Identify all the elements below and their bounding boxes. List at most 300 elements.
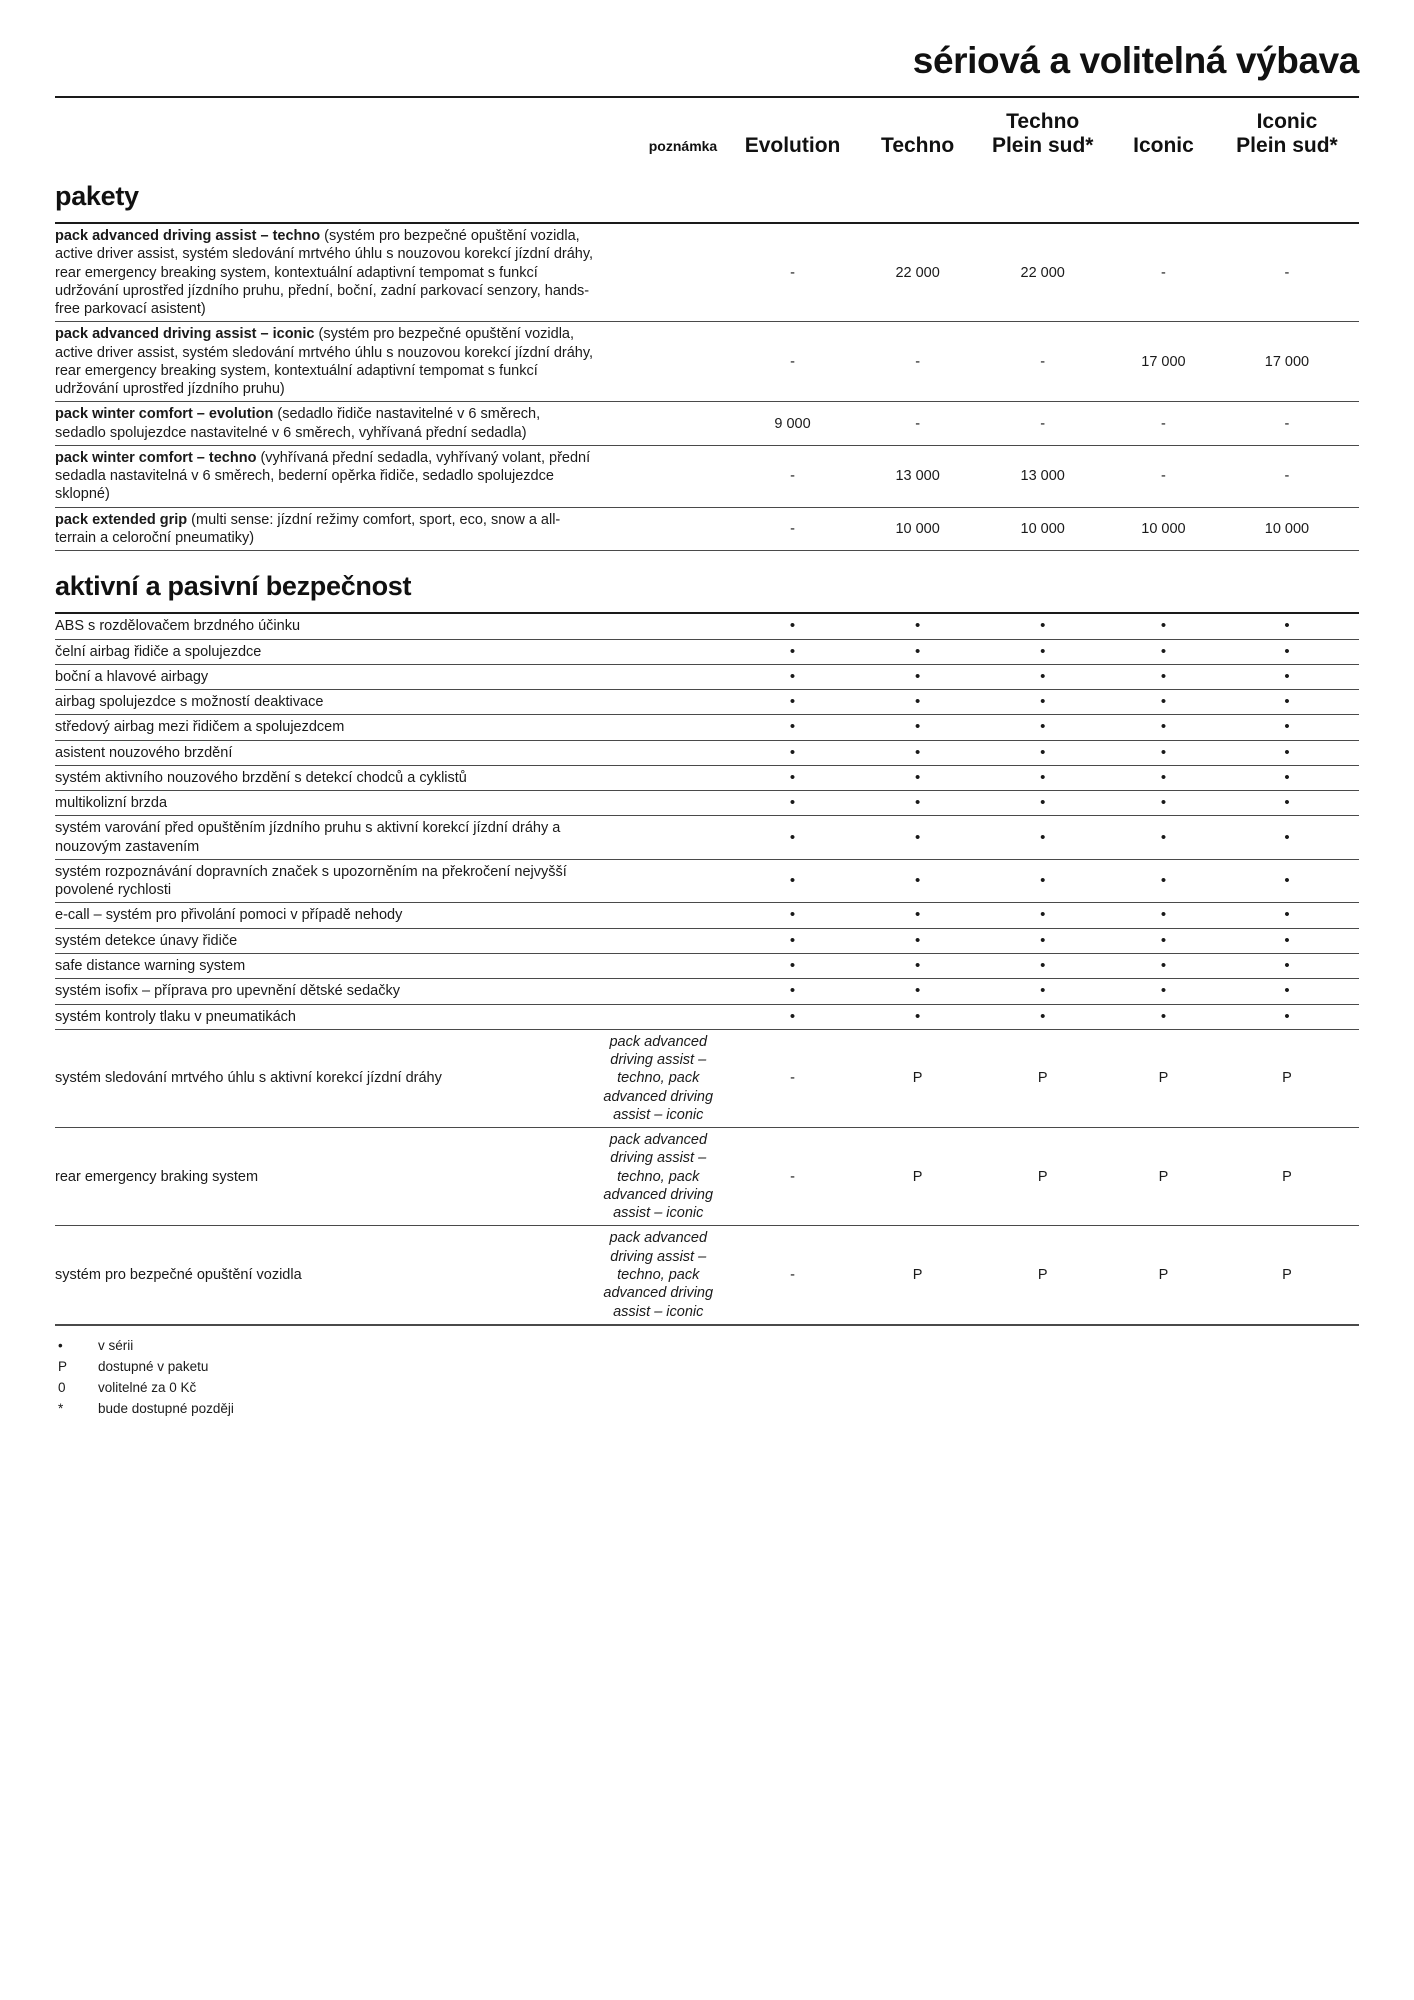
table-row [55,1004,1359,1029]
standard-dot-icon: • [789,794,796,812]
value-cell-iconic [1112,765,1215,790]
feature-name: systém rozpoznávání dopravních značek s upozorněním na překročení nejvyšší povolené rychlosti [55,859,593,903]
feature-name: pack winter comfort – evolution (sedadlo řidiče nastavitelné v 6 směrech, sedadlo spolujezdce nastavitelné v 6 směrech, vyhřívaná přední sedadla) [55,402,593,446]
value-cell-iconic-plein-sud: P [1215,1029,1359,1127]
page-title: sériová a volitelná výbava [912,40,1359,81]
value-cell-iconic-plein-sud [1215,740,1359,765]
standard-dot-icon: • [1040,794,1046,812]
standard-dot-icon: • [1284,743,1290,761]
standard-dot-icon: • [1040,982,1046,1000]
table-row [55,322,1359,402]
legend-item [55,1357,1359,1378]
table-row [55,928,1359,953]
value-cell-evolution [723,690,862,715]
value-cell-iconic [1112,979,1215,1004]
value-cell-evolution [723,859,862,903]
feature-name: systém pro bezpečné opuštění vozidla [55,1226,593,1324]
value-cell-techno-plein-sud: P [973,1128,1112,1226]
feature-name: ABS s rozdělovačem brzdného účinku [55,613,593,639]
standard-dot-icon: • [914,617,921,635]
column-header-line: Iconic [1133,133,1194,157]
legend-symbol: 0 [58,1379,66,1395]
value-cell-evolution: - [723,223,862,322]
value-cell-iconic [1112,903,1215,928]
value-cell-techno-plein-sud: 22 000 [973,223,1112,322]
value-cell-techno-plein-sud: P [973,1226,1112,1324]
legend-text: v sérii [98,1337,134,1353]
value-cell-techno [862,954,974,979]
feature-name: boční a hlavové airbagy [55,664,593,689]
feature-name: systém aktivního nouzového brzdění s detekcí chodců a cyklistů [55,765,593,790]
table-row [55,507,1359,551]
table-row [55,791,1359,816]
standard-dot-icon: • [914,957,921,974]
value-cell-evolution: - [723,1128,862,1226]
section-title: aktivní a pasivní bezpečnost [55,571,412,602]
value-cell-evolution: - [723,507,862,551]
feature-note [593,816,723,860]
value-cell-techno-plein-sud [973,903,1112,928]
value-cell-techno-plein-sud [973,859,1112,903]
feature-name: středový airbag mezi řidičem a spolujezdcem [55,715,593,740]
value-cell-evolution [723,903,862,928]
table-row [55,979,1359,1004]
value-cell-techno: 13 000 [862,445,974,507]
column-header-line: Plein sud* [1236,133,1338,157]
standard-dot-icon: • [789,617,796,635]
value-cell-iconic-plein-sud [1215,639,1359,664]
standard-dot-icon: • [1160,957,1167,974]
standard-dot-icon: • [914,768,921,786]
value-cell-iconic-plein-sud: 10 000 [1215,507,1359,551]
value-cell-evolution [723,639,862,664]
standard-dot-icon: • [789,1007,796,1025]
value-cell-techno-plein-sud [973,613,1112,639]
standard-dot-icon: • [1040,743,1046,761]
value-cell-evolution [723,791,862,816]
legend-item [55,1336,1359,1357]
standard-dot-icon: • [789,718,796,736]
feature-note [593,507,723,551]
value-cell-evolution: 9 000 [723,402,862,446]
feature-name: systém kontroly tlaku v pneumatikách [55,1004,593,1029]
feature-note [593,322,723,402]
standard-dot-icon: • [1160,743,1167,761]
value-cell-iconic [1112,664,1215,689]
column-header-line: Techno [1006,110,1080,133]
standard-dot-icon: • [1284,957,1290,974]
feature-note: pack advanced driving assist – techno, pack advanced driving assist – iconic [593,1128,723,1226]
value-cell-techno [862,928,974,953]
section-title: pakety [55,181,139,212]
column-header-techno [862,98,974,167]
value-cell-evolution [723,928,862,953]
standard-dot-icon: • [789,957,796,974]
value-cell-evolution [723,715,862,740]
value-cell-iconic: 10 000 [1112,507,1215,551]
feature-note [593,979,723,1004]
table-row [55,765,1359,790]
value-cell-techno: P [862,1128,974,1226]
value-cell-iconic [1112,613,1215,639]
value-cell-techno-plein-sud [973,954,1112,979]
standard-dot-icon: • [789,906,796,924]
table-row [55,1226,1359,1324]
value-cell-iconic: 17 000 [1112,322,1215,402]
feature-name: safe distance warning system [55,954,593,979]
value-cell-techno-plein-sud [973,928,1112,953]
value-cell-techno-plein-sud [973,664,1112,689]
feature-name: systém varování před opuštěním jízdního pruhu s aktivní korekcí jízdní dráhy a nouzovým zastavením [55,816,593,860]
standard-dot-icon: • [1040,768,1046,786]
legend-symbol: * [58,1400,64,1416]
table-row [55,859,1359,903]
standard-dot-icon: • [789,693,796,711]
table-row [55,715,1359,740]
value-cell-evolution: - [723,1226,862,1324]
feature-name: pack advanced driving assist – iconic (systém pro bezpečné opuštění vozidla, active driver assist, systém sledování mrtvého úhlu s nouzovou korekcí jízdní dráhy, rear emergency breaking system, kontextuální adaptivní tempomat s funkcí udržování uprostřed jízdního pruhu) [55,322,593,402]
feature-note [593,223,723,322]
value-cell-iconic-plein-sud: - [1215,445,1359,507]
feature-name-bold: pack advanced driving assist – techno [55,228,321,245]
table-row [55,816,1359,860]
feature-name: pack extended grip (multi sense: jízdní režimy comfort, sport, eco, snow a all-terrain a celoroční pneumatiky) [55,507,593,551]
standard-dot-icon: • [1160,642,1167,660]
value-cell-techno [862,690,974,715]
standard-dot-icon: • [1160,931,1167,949]
standard-dot-icon: • [1160,693,1167,711]
value-cell-techno-plein-sud [973,715,1112,740]
value-cell-techno [862,613,974,639]
value-cell-iconic-plein-sud: 17 000 [1215,322,1359,402]
value-cell-evolution [723,816,862,860]
legend [55,1336,1359,1420]
standard-dot-icon: • [1040,617,1046,635]
standard-dot-icon: • [1040,872,1046,890]
column-header-techno-plein-sud [973,98,1112,167]
value-cell-techno: - [862,402,974,446]
legend-item [55,1378,1359,1399]
value-cell-techno [862,816,974,860]
feature-note [593,859,723,903]
standard-dot-icon: • [1040,1007,1046,1025]
legend-divider [55,1325,1359,1326]
standard-dot-icon: • [1040,693,1046,711]
value-cell-iconic [1112,715,1215,740]
standard-dot-icon: • [914,872,921,890]
value-cell-iconic-plein-sud [1215,715,1359,740]
feature-name: asistent nouzového brzdění [55,740,593,765]
feature-note [593,715,723,740]
standard-dot-icon: • [1160,617,1167,635]
column-header-line: Plein sud* [991,133,1094,157]
standard-dot-icon: • [914,794,921,812]
value-cell-techno-plein-sud: 10 000 [973,507,1112,551]
feature-name-bold: pack extended grip [55,511,188,528]
table-row [55,903,1359,928]
standard-dot-icon: • [1160,794,1167,812]
standard-dot-icon: • [914,906,921,924]
value-cell-evolution: - [723,322,862,402]
value-cell-techno [862,903,974,928]
feature-name-bold: pack winter comfort – evolution [55,406,274,423]
feature-name: rear emergency braking system [55,1128,593,1226]
feature-note [593,664,723,689]
standard-dot-icon: • [789,982,796,1000]
value-cell-evolution: - [723,1029,862,1127]
feature-note [593,613,723,639]
standard-dot-icon: • [1040,931,1046,949]
table-body [55,167,1359,1324]
table-row [55,690,1359,715]
value-cell-iconic [1112,690,1215,715]
feature-note [593,740,723,765]
standard-dot-icon: • [914,1007,921,1025]
standard-dot-icon: • [914,828,921,846]
feature-name: systém isofix – příprava pro upevnění dětské sedačky [55,979,593,1004]
standard-dot-icon: • [1160,906,1167,924]
feature-note [593,445,723,507]
table-header [55,98,1359,167]
standard-dot-icon: • [1160,667,1167,685]
value-cell-techno: P [862,1226,974,1324]
value-cell-techno-plein-sud: - [973,322,1112,402]
standard-dot-icon: • [1284,872,1290,890]
standard-dot-icon: • [914,982,921,1000]
value-cell-techno [862,979,974,1004]
feature-name: airbag spolujezdce s možností deaktivace [55,690,593,715]
section-title-row [55,551,1359,614]
standard-dot-icon: • [1160,872,1167,890]
standard-dot-icon: • [1040,906,1046,924]
specification-table [55,98,1359,1325]
value-cell-iconic-plein-sud: - [1215,223,1359,322]
standard-dot-icon: • [789,872,796,890]
legend-text: bude dostupné později [98,1400,234,1416]
column-header-line: Evolution [744,133,841,157]
standard-dot-icon: • [1160,1007,1167,1025]
standard-dot-icon: • [1284,931,1290,949]
standard-dot-icon: • [1284,642,1290,660]
feature-name: čelní airbag řidiče a spolujezdce [55,639,593,664]
standard-dot-icon: • [1284,693,1290,711]
value-cell-iconic-plein-sud [1215,859,1359,903]
value-cell-techno [862,715,974,740]
value-cell-iconic: P [1112,1226,1215,1324]
value-cell-iconic: - [1112,402,1215,446]
standard-dot-icon: • [1040,718,1046,736]
feature-name: pack winter comfort – techno (vyhřívaná přední sedadla, vyhřívaný volant, přední sedadla nastavitelná v 6 směrech, bederní opěrka řidiče, sedadlo spolujezdce sklopné) [55,445,593,507]
feature-name-bold: pack advanced driving assist – iconic [55,326,315,343]
value-cell-techno: 22 000 [862,223,974,322]
value-cell-techno [862,765,974,790]
feature-name: multikolizní brzda [55,791,593,816]
standard-dot-icon: • [1284,718,1290,736]
table-row [55,740,1359,765]
standard-dot-icon: • [1284,667,1290,685]
value-cell-iconic-plein-sud [1215,613,1359,639]
column-header-note: poznámka [648,138,718,155]
value-cell-iconic [1112,1004,1215,1029]
standard-dot-icon: • [1040,828,1046,846]
table-row [55,954,1359,979]
value-cell-iconic-plein-sud [1215,954,1359,979]
standard-dot-icon: • [1040,667,1046,685]
value-cell-iconic-plein-sud: - [1215,402,1359,446]
value-cell-techno [862,740,974,765]
value-cell-techno-plein-sud [973,979,1112,1004]
standard-dot-icon: • [789,667,796,685]
value-cell-iconic [1112,928,1215,953]
standard-dot-icon: • [1284,982,1290,1000]
standard-dot-icon: • [789,768,796,786]
value-cell-iconic-plein-sud [1215,1004,1359,1029]
value-cell-iconic-plein-sud [1215,903,1359,928]
value-cell-techno [862,791,974,816]
feature-note [593,903,723,928]
feature-name: pack advanced driving assist – techno (systém pro bezpečné opuštění vozidla, active driver assist, systém sledování mrtvého úhlu s nouzovou korekcí jízdní dráhy, rear emergency breaking system, kontextuální adaptivní tempomat s funkcí udržování uprostřed jízdního pruhu, přední, boční, zadní parkovací senzory, hands-free parkovací asistent) [55,223,593,322]
standard-dot-icon: • [1160,828,1167,846]
section-title-row [55,167,1359,223]
value-cell-iconic [1112,816,1215,860]
table-row [55,402,1359,446]
table-row [55,639,1359,664]
standard-dot-icon: • [1040,957,1046,974]
feature-note [593,954,723,979]
standard-dot-icon: • [1284,828,1290,846]
feature-note [593,791,723,816]
value-cell-techno [862,664,974,689]
feature-note: pack advanced driving assist – techno, pack advanced driving assist – iconic [593,1226,723,1324]
column-header-line: Techno [881,133,955,157]
column-header-name [55,98,593,167]
value-cell-iconic-plein-sud: P [1215,1226,1359,1324]
value-cell-techno-plein-sud [973,816,1112,860]
standard-dot-icon: • [1160,768,1167,786]
standard-dot-icon: • [1160,982,1167,1000]
standard-dot-icon: • [914,718,921,736]
value-cell-iconic: - [1112,445,1215,507]
value-cell-techno: P [862,1029,974,1127]
standard-dot-icon: • [789,642,796,660]
table-row [55,613,1359,639]
feature-note [593,1004,723,1029]
standard-dot-icon: • [789,931,796,949]
table-row [55,1128,1359,1226]
value-cell-techno-plein-sud: P [973,1029,1112,1127]
feature-note [593,639,723,664]
standard-dot-icon: • [1284,768,1290,786]
value-cell-techno: - [862,322,974,402]
column-header-line: Iconic [1256,110,1318,133]
table-row [55,1029,1359,1127]
standard-dot-icon: • [1284,906,1290,924]
value-cell-iconic [1112,791,1215,816]
standard-dot-icon: • [914,642,921,660]
value-cell-evolution [723,664,862,689]
standard-dot-icon: • [914,743,921,761]
standard-dot-icon: • [914,693,921,711]
value-cell-iconic-plein-sud [1215,979,1359,1004]
value-cell-techno: 10 000 [862,507,974,551]
column-header-evolution [723,98,862,167]
standard-dot-icon: • [1284,1007,1290,1025]
feature-name: systém sledování mrtvého úhlu s aktivní korekcí jízdní dráhy [55,1029,593,1127]
value-cell-techno-plein-sud: 13 000 [973,445,1112,507]
feature-note [593,402,723,446]
feature-note [593,765,723,790]
standard-dot-icon: • [1160,718,1167,736]
legend-text: volitelné za 0 Kč [98,1379,197,1395]
value-cell-iconic: - [1112,223,1215,322]
value-cell-iconic [1112,740,1215,765]
value-cell-techno-plein-sud: - [973,402,1112,446]
value-cell-techno-plein-sud [973,765,1112,790]
value-cell-iconic-plein-sud [1215,816,1359,860]
legend-symbol: • [58,1337,63,1353]
feature-note: pack advanced driving assist – techno, pack advanced driving assist – iconic [593,1029,723,1127]
value-cell-techno-plein-sud [973,791,1112,816]
value-cell-evolution [723,954,862,979]
value-cell-techno-plein-sud [973,639,1112,664]
value-cell-evolution [723,765,862,790]
value-cell-iconic: P [1112,1029,1215,1127]
standard-dot-icon: • [914,931,921,949]
value-cell-iconic [1112,639,1215,664]
value-cell-techno-plein-sud [973,1004,1112,1029]
value-cell-iconic: P [1112,1128,1215,1226]
value-cell-iconic-plein-sud [1215,928,1359,953]
value-cell-evolution [723,1004,862,1029]
legend-item [55,1399,1359,1420]
value-cell-evolution [723,979,862,1004]
standard-dot-icon: • [1284,617,1290,635]
value-cell-techno [862,859,974,903]
standard-dot-icon: • [789,743,796,761]
value-cell-techno [862,639,974,664]
column-header-iconic-plein-sud [1215,98,1359,167]
table-row [55,223,1359,322]
value-cell-evolution [723,613,862,639]
value-cell-iconic-plein-sud [1215,791,1359,816]
value-cell-techno-plein-sud [973,740,1112,765]
table-row [55,664,1359,689]
standard-dot-icon: • [1040,642,1046,660]
feature-name: systém detekce únavy řidiče [55,928,593,953]
value-cell-iconic-plein-sud: P [1215,1128,1359,1226]
standard-dot-icon: • [1284,794,1290,812]
legend-symbol: P [58,1358,68,1374]
table-row [55,445,1359,507]
feature-name-bold: pack winter comfort – techno [55,449,257,466]
value-cell-iconic [1112,859,1215,903]
value-cell-iconic-plein-sud [1215,664,1359,689]
standard-dot-icon: • [789,828,796,846]
value-cell-iconic-plein-sud [1215,765,1359,790]
feature-name: e-call – systém pro přivolání pomoci v případě nehody [55,903,593,928]
value-cell-iconic-plein-sud [1215,690,1359,715]
value-cell-evolution [723,740,862,765]
feature-note [593,690,723,715]
value-cell-iconic [1112,954,1215,979]
legend-text: dostupné v paketu [98,1358,209,1374]
value-cell-techno [862,1004,974,1029]
feature-note [593,928,723,953]
standard-dot-icon: • [914,667,921,685]
column-header-iconic [1112,98,1215,167]
value-cell-techno-plein-sud [973,690,1112,715]
value-cell-evolution: - [723,445,862,507]
